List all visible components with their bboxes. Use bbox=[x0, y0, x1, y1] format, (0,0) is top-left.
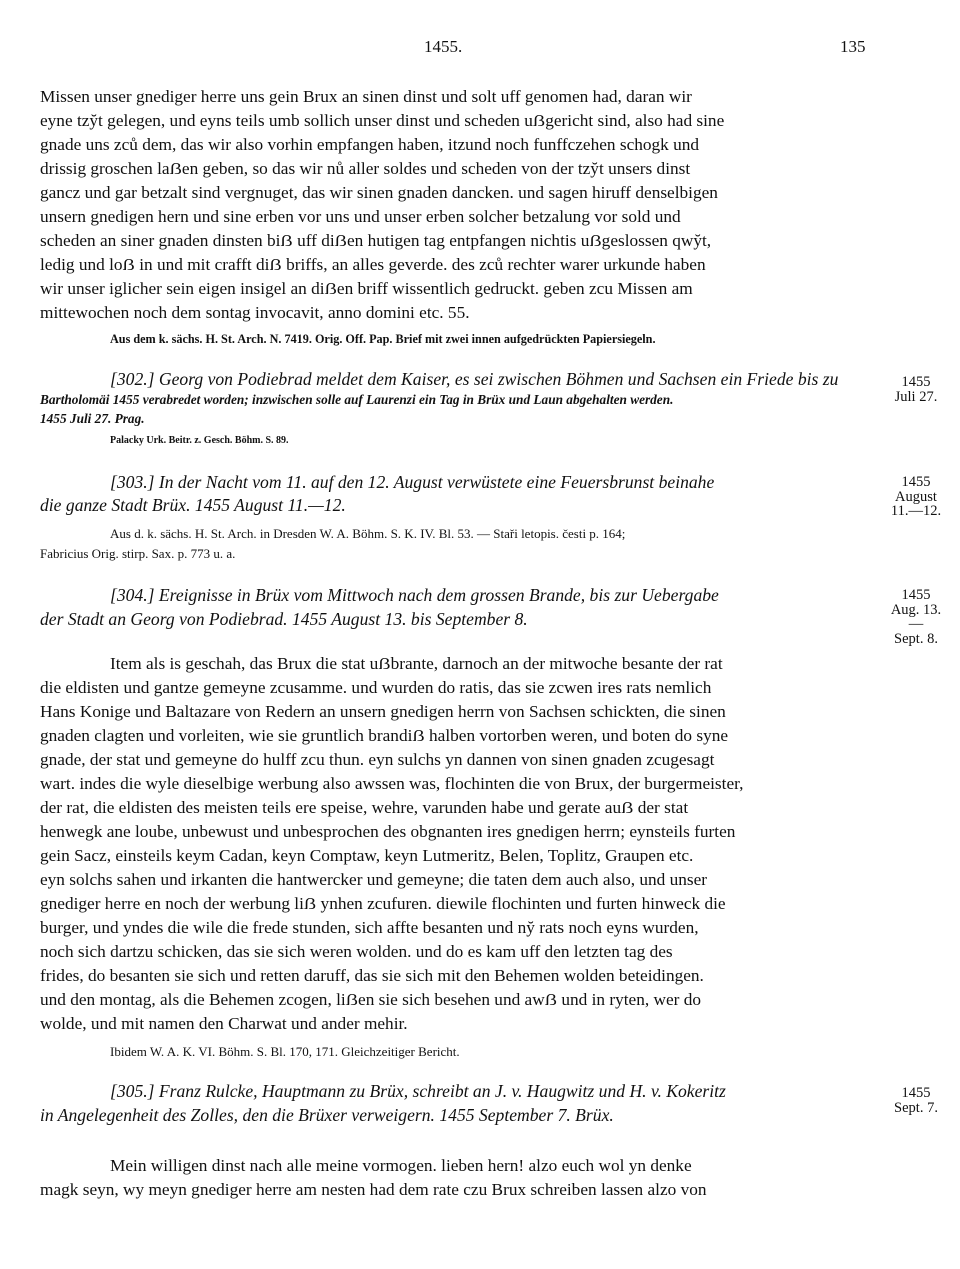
text-line: gnaden clagten und vorleiten, wie sie gruntlich brandiẞ halben vortorben weren, und boten do syne bbox=[40, 726, 729, 745]
text-line: scheden an siner gnaden dinsten biẞ uff diẞen hutigen tag entpfangen nichtis uẞgeslossen qwy̆t, bbox=[40, 231, 712, 250]
margin-day: Sept. 8. bbox=[894, 630, 938, 647]
running-head-year: 1455. bbox=[424, 37, 463, 56]
source-note: Ibidem W. A. K. VI. Böhm. S. Bl. 170, 171. Gleichzeitiger Bericht. bbox=[110, 1044, 460, 1059]
text-line: gnediger herre en noch der werbung liẞ ynhen zcufuren. diewile flochinten und furten hinweck die bbox=[40, 894, 726, 913]
text-line: mittewochen noch dem sontag invocavit, anno domini etc. 55. bbox=[40, 303, 470, 322]
text-line: frides, do besanten sie sich und retten daruff, das sie sich mit den Behemen wolden beteidingen. bbox=[40, 966, 704, 985]
text-line: burger, und yndes die wile die frede stunden, sich affte besanten und ny̆ rats noch eyns wurden, bbox=[40, 918, 699, 937]
margin-day: Sept. 7. bbox=[894, 1099, 938, 1116]
text-line: magk seyn, wy meyn gnediger herre am nesten had dem rate czu Brux schreiben lassen alzo von bbox=[40, 1180, 707, 1199]
margin-year: 1455 bbox=[901, 374, 931, 390]
regest-line: die ganze Stadt Brüx. 1455 August 11.—12. bbox=[40, 495, 346, 515]
text-line: wir unser iglicher sein eigen insigel an diẞen briff wissentlich gedruckt. geben zcu Missen am bbox=[40, 279, 693, 298]
margin-year: 1455 bbox=[901, 587, 931, 603]
source-note: Aus dem k. sächs. H. St. Arch. N. 7419. Orig. Off. Pap. Brief mit zwei innen aufgedrückten Papiersiegeln. bbox=[110, 332, 656, 346]
margin-month: August bbox=[895, 488, 937, 505]
margin-range: Aug. 13.— bbox=[890, 601, 942, 632]
text-line: noch sich dartzu schicken, das sie sich weren wolden. und do es kam uff den letzten tag des bbox=[40, 942, 673, 961]
margin-date bbox=[886, 1086, 946, 1115]
text-line: Hans Konige und Baltazare von Redern an unsern gnedigen herrn von Sachsen schickten, die sinen bbox=[40, 702, 726, 721]
text-line: eyn solchs sahen und irkanten die hantwercker und gemeyne; die taten dem auch also, und unser bbox=[40, 870, 708, 889]
regest-line: [304.] Ereignisse in Brüx vom Mittwoch nach dem grossen Brande, bis zur Uebergabe bbox=[110, 585, 719, 605]
margin-date bbox=[886, 475, 946, 519]
source-note: Aus d. k. sächs. H. St. Arch. in Dresden W. A. Böhm. S. K. IV. Bl. 53. — Staři letopis. česti p. 164; bbox=[110, 526, 626, 541]
text-line: eyne tzy̆t gelegen, und eyns teils umb sollich unser dinst und scheden uẞgericht sind, also had sine bbox=[40, 111, 725, 130]
page-number: 135 bbox=[840, 37, 866, 56]
text-line: der rat, die eldisten des meisten teils ere speise, wehre, varunden habe und gerate auẞ der stat bbox=[40, 798, 689, 817]
text-line: wolde, und mit namen den Charwat und ander mehir. bbox=[40, 1014, 408, 1033]
text-line: Missen unser gnediger herre uns gein Brux an sinen dinst und solt uff genomen had, daran wir bbox=[40, 87, 692, 106]
margin-day: Juli 27. bbox=[894, 388, 938, 405]
margin-year: 1455 bbox=[901, 1085, 931, 1101]
text-line: Item als is geschah, das Brux die stat uẞbrante, darnoch an der mitwoche besante der rat bbox=[110, 654, 723, 673]
regest-line: der Stadt an Georg von Podiebrad. 1455 August 13. bis September 8. bbox=[40, 609, 528, 629]
text-line: henwegk ane loube, unbewust und unbesprochen des obgnanten ires gnedigen herrn; eynsteils furten bbox=[40, 822, 736, 841]
source-note: Fabricius Orig. stirp. Sax. p. 773 u. a. bbox=[40, 546, 236, 561]
regest-line: [302.] Georg von Podiebrad meldet dem Kaiser, es sei zwischen Böhmen und Sachsen ein Friede bis zu bbox=[110, 369, 839, 389]
text-line: gnade uns zců dem, das wir also vorhin empfangen haben, itzund noch funffczehen schogk und bbox=[40, 135, 700, 154]
margin-date bbox=[886, 375, 946, 404]
regest-line: in Angelegenheit des Zolles, den die Brüxer verweigern. 1455 September 7. Brüx. bbox=[40, 1105, 614, 1125]
text-line: gancz und gar betzalt sind vergnuget, das wir sinen gnaden dancken. und sagen hiruff denselbigen bbox=[40, 183, 718, 202]
text-line: wart. indes die wyle dieselbige werbung also awssen was, flochinten die von Brux, der burgermeister, bbox=[40, 774, 744, 793]
text-line: gnade, der stat und gemeyne do hulff zcu thun. eyn sulchs yn dannen von sinen gnaden zcugesagt bbox=[40, 750, 715, 769]
margin-day: 11.—12. bbox=[890, 503, 942, 519]
regest-line: 1455 Juli 27. Prag. bbox=[40, 411, 145, 426]
text-line: drissig groschen laẞen geben, so das wir nů aller soldes und scheden von der tzy̆t unsers dinst bbox=[40, 159, 691, 178]
text-line: die eldisten und gantze gemeyne zcusamme. und wurden do ratis, das sie zcwen ires rats nemlich bbox=[40, 678, 712, 697]
margin-date bbox=[886, 588, 946, 646]
regest-line: Bartholomäi 1455 verabredet worden; inzwischen solle auf Laurenzi ein Tag in Brüx und Laun abgehalten werden. bbox=[40, 392, 674, 407]
source-note: Palacky Urk. Beitr. z. Gesch. Böhm. S. 89. bbox=[110, 435, 289, 446]
text-line: gein Sacz, einsteils keym Cadan, keyn Comptaw, keyn Lutmeritz, Belen, Toplitz, Graupen etc. bbox=[40, 846, 694, 865]
margin-year: 1455 bbox=[901, 474, 931, 490]
text-line: ledig und loẞ in und mit crafft diẞ briffs, an alles geverde. des zců rechter warer urkunde haben bbox=[40, 255, 706, 274]
text-line: unsern gnedigen hern und sine erben vor uns und unser erben solcher betzalung vor sold und bbox=[40, 207, 681, 226]
regest-line: [303.] In der Nacht vom 11. auf den 12. August verwüstete eine Feuersbrunst beinahe bbox=[110, 472, 715, 492]
text-line: Mein willigen dinst nach alle meine vormogen. lieben hern! alzo euch wol yn denke bbox=[110, 1156, 692, 1175]
regest-line: [305.] Franz Rulcke, Hauptmann zu Brüx, schreibt an J. v. Haugwitz und H. v. Kokeritz bbox=[110, 1081, 726, 1101]
text-line: und den montag, als die Behemen zcogen, liẞen sie sich besehen und awẞ und in ryten, wer do bbox=[40, 990, 702, 1009]
